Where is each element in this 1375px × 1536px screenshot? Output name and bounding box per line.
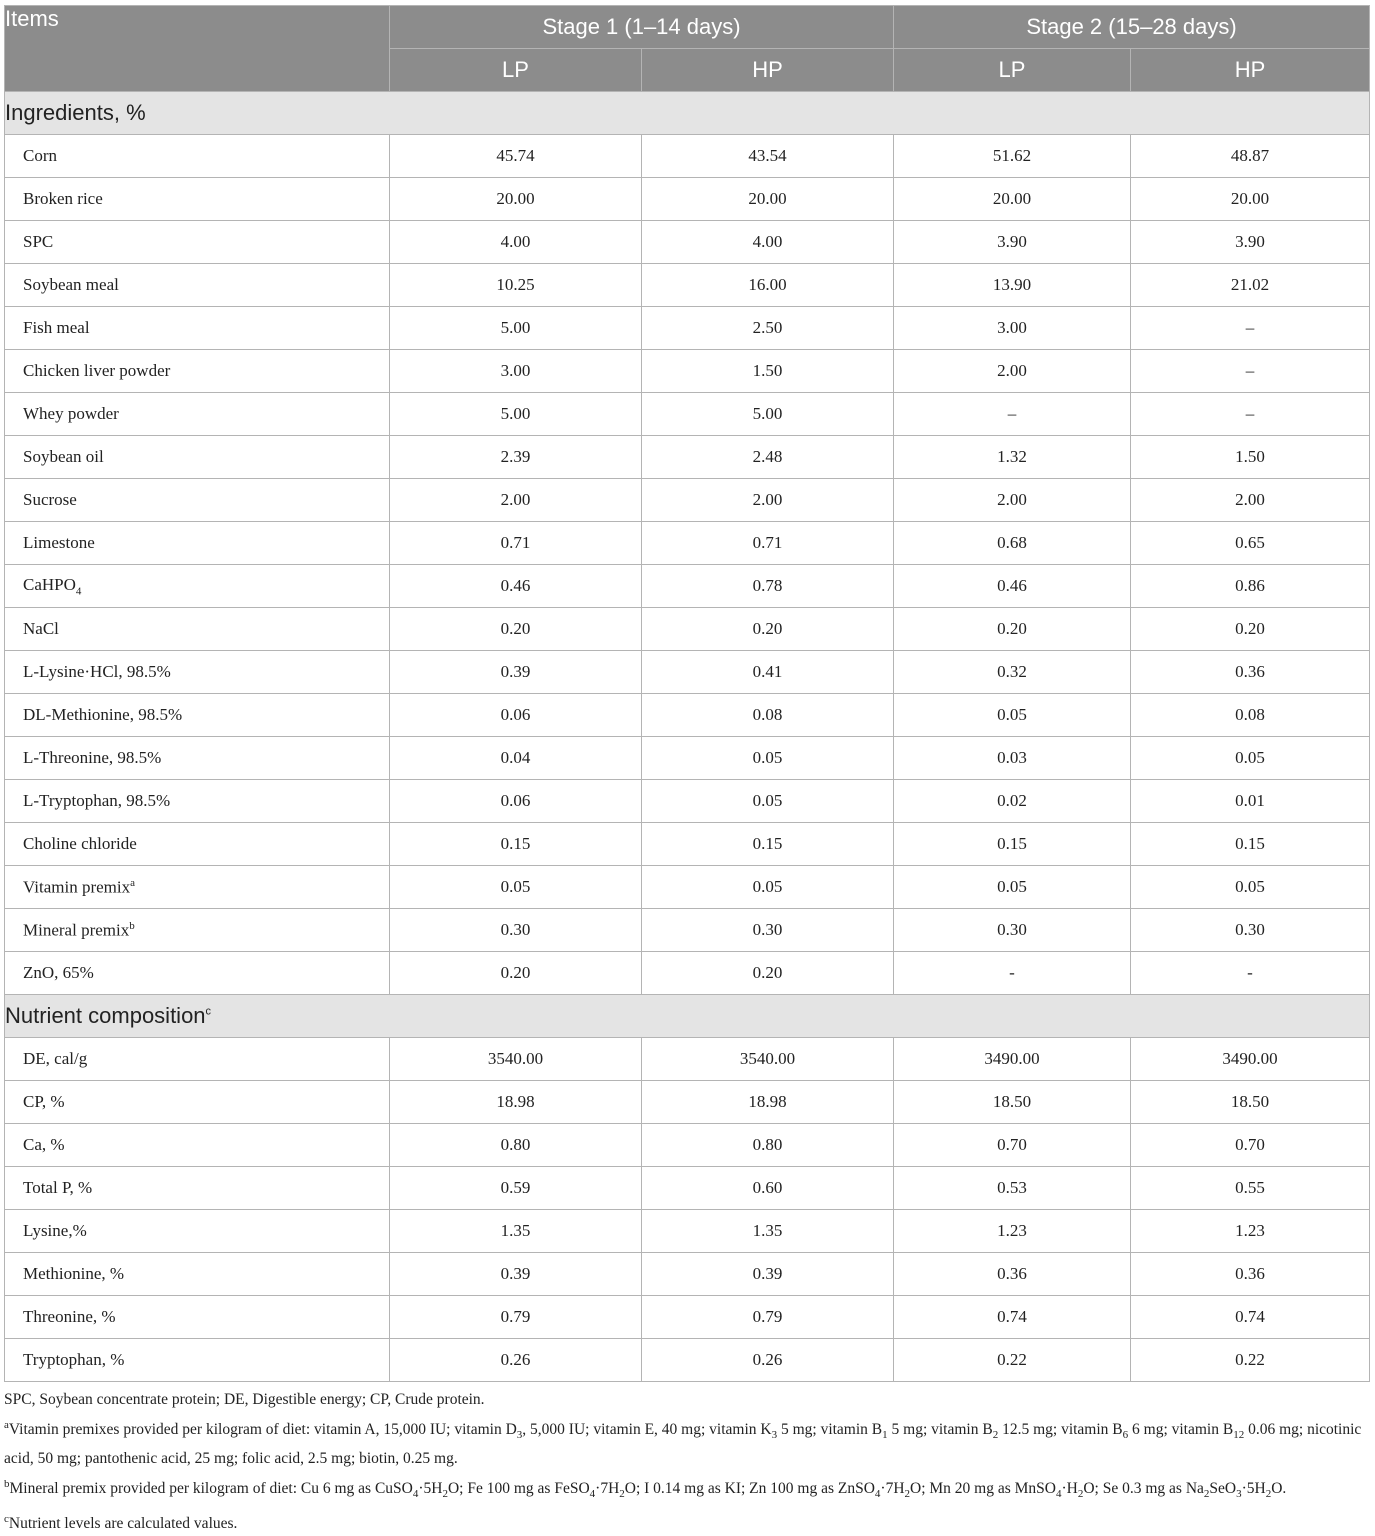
- table-cell: 0.15: [390, 823, 642, 866]
- table-cell: 5.00: [390, 307, 642, 350]
- table-cell: 0.22: [894, 1339, 1131, 1382]
- table-row: [5, 1081, 1370, 1124]
- table-cell: 0.30: [642, 909, 894, 952]
- stage2-hp-header: HP: [1131, 49, 1370, 92]
- table-cell: 0.36: [1131, 1253, 1370, 1296]
- table-cell: 3.00: [894, 307, 1131, 350]
- table-cell: 0.60: [642, 1167, 894, 1210]
- table-row: [5, 823, 1370, 866]
- table-row: [5, 393, 1370, 436]
- row-label: [5, 1124, 390, 1167]
- table-row: [5, 651, 1370, 694]
- table-cell: 0.70: [1131, 1124, 1370, 1167]
- table-cell: 0.79: [642, 1296, 894, 1339]
- row-label: [5, 608, 390, 651]
- footnote-a-text: Vitamin premixes provided per kilogram of diet: vitamin A, 15,000 IU; vitamin $D_3$, 5,000 IU; vitamin E, 40 mg; vitamin $K_3$ 5 mg; vitamin $B_1$ 5 mg; vitamin $B_2$ 12.5 mg; vitamin $B_6$ 6 mg; vitamin $B_{12}$ 0.06 mg; nicotinic acid, 50 mg; pantothenic acid, 25 mg; folic acid, 2.5 mg; biotin, 0.25 mg.: [4, 1420, 1362, 1468]
- table-cell: 5.00: [642, 393, 894, 436]
- table-row: [5, 221, 1370, 264]
- table-cell: 0.02: [894, 780, 1131, 823]
- table-cell: 0.05: [390, 866, 642, 909]
- table-cell: 0.20: [390, 952, 642, 995]
- table-cell: 0.79: [390, 1296, 642, 1339]
- table-row: [5, 135, 1370, 178]
- table-cell: 18.98: [642, 1081, 894, 1124]
- table-cell: 20.00: [642, 178, 894, 221]
- table-cell: 0.39: [642, 1253, 894, 1296]
- table-cell: 2.00: [1131, 479, 1370, 522]
- table-cell: 4.00: [642, 221, 894, 264]
- diet-composition-table-container: [4, 5, 1369, 1382]
- table-row: [5, 522, 1370, 565]
- table-cell: 1.35: [642, 1210, 894, 1253]
- row-label-text: Sucrose: [23, 490, 77, 509]
- row-label: [5, 393, 390, 436]
- table-cell: 0.08: [1131, 694, 1370, 737]
- table-cell: 0.70: [894, 1124, 1131, 1167]
- row-label: [5, 436, 390, 479]
- table-cell: 0.32: [894, 651, 1131, 694]
- table-cell: 0.03: [894, 737, 1131, 780]
- table-cell: 0.46: [390, 565, 642, 608]
- table-cell: 10.25: [390, 264, 642, 307]
- table-cell: 0.68: [894, 522, 1131, 565]
- row-label: [5, 307, 390, 350]
- table-cell: 0.36: [1131, 651, 1370, 694]
- row-label: [5, 178, 390, 221]
- table-cell: 3540.00: [642, 1038, 894, 1081]
- table-cell: 0.15: [1131, 823, 1370, 866]
- row-label: [5, 909, 390, 952]
- table-cell: –: [894, 393, 1131, 436]
- table-cell: 2.00: [894, 479, 1131, 522]
- table-row: [5, 866, 1370, 909]
- table-cell: 2.50: [642, 307, 894, 350]
- row-label-text: Mineral premix: [23, 920, 130, 940]
- row-label: [5, 1296, 390, 1339]
- row-label: [5, 737, 390, 780]
- diet-composition-table: [4, 5, 1370, 1382]
- table-cell: 0.59: [390, 1167, 642, 1210]
- table-cell: 3540.00: [390, 1038, 642, 1081]
- row-label-text: Methionine, %: [23, 1264, 125, 1283]
- table-row: [5, 608, 1370, 651]
- table-cell: 2.00: [390, 479, 642, 522]
- row-label: [5, 264, 390, 307]
- row-label-text: Total P, %: [23, 1178, 93, 1197]
- header-row-stages: [5, 6, 1370, 49]
- row-label-text: Fish meal: [23, 318, 90, 337]
- table-cell: 1.32: [894, 436, 1131, 479]
- table-cell: 20.00: [1131, 178, 1370, 221]
- table-cell: 0.22: [1131, 1339, 1370, 1382]
- table-cell: 1.23: [1131, 1210, 1370, 1253]
- table-cell: 51.62: [894, 135, 1131, 178]
- table-body: [5, 92, 1370, 1382]
- table-cell: –: [1131, 393, 1370, 436]
- table-cell: 0.08: [642, 694, 894, 737]
- footnote-b-text: Mineral premix provided per kilogram of diet: Cu 6 mg as $CuSO_4\cdot 5H_2O$; Fe 100 mg as $FeSO_4\cdot 7H_2O$; I 0.14 mg as KI; Zn 100 mg as $ZnSO_4\cdot 7H_2O$; Mn 20 mg as $MnSO_4\cdot H_2O$; Se 0.3 mg as $Na_2SeO_3\cdot 5H_2O$.: [9, 1479, 1287, 1500]
- row-label-text: Threonine, %: [23, 1307, 116, 1326]
- table-row: [5, 178, 1370, 221]
- table-row: [5, 737, 1370, 780]
- row-label-text: Soybean oil: [23, 447, 104, 466]
- table-cell: 0.20: [642, 608, 894, 651]
- table-cell: 3490.00: [1131, 1038, 1370, 1081]
- row-label-text: SPC: [23, 232, 54, 251]
- table-row: [5, 1339, 1370, 1382]
- row-label: [5, 1081, 390, 1124]
- row-label-text: CaHPO: [23, 574, 76, 594]
- table-row: [5, 1038, 1370, 1081]
- table-cell: 0.36: [894, 1253, 1131, 1296]
- table-cell: –: [1131, 307, 1370, 350]
- table-cell: 1.35: [390, 1210, 642, 1253]
- table-cell: 3490.00: [894, 1038, 1131, 1081]
- table-cell: 18.98: [390, 1081, 642, 1124]
- table-cell: 0.26: [642, 1339, 894, 1382]
- row-label-text: Soybean meal: [23, 275, 119, 294]
- row-label-text: Choline chloride: [23, 834, 137, 853]
- table-cell: 0.20: [1131, 608, 1370, 651]
- table-cell: 0.71: [642, 522, 894, 565]
- table-cell: 0.05: [642, 780, 894, 823]
- table-cell: -: [894, 952, 1131, 995]
- row-label-text: ZnO, 65%: [23, 963, 94, 982]
- ingredients-section-row: [5, 92, 1370, 135]
- stage1-header: Stage 1 (1–14 days): [390, 6, 894, 49]
- ingredients-section-label: Ingredients, %: [5, 92, 1370, 135]
- table-cell: 1.50: [642, 350, 894, 393]
- table-cell: 1.23: [894, 1210, 1131, 1253]
- table-row: [5, 436, 1370, 479]
- table-cell: 0.46: [894, 565, 1131, 608]
- row-label: [5, 1167, 390, 1210]
- table-row: [5, 264, 1370, 307]
- row-label: [5, 694, 390, 737]
- table-cell: 0.80: [390, 1124, 642, 1167]
- table-cell: 0.41: [642, 651, 894, 694]
- table-cell: 16.00: [642, 264, 894, 307]
- row-label-text: CP, %: [23, 1092, 65, 1111]
- table-row: [5, 1124, 1370, 1167]
- table-cell: 0.04: [390, 737, 642, 780]
- row-label-text: Chicken liver powder: [23, 361, 171, 380]
- table-cell: 0.39: [390, 1253, 642, 1296]
- table-cell: 0.15: [894, 823, 1131, 866]
- table-cell: 13.90: [894, 264, 1131, 307]
- table-cell: 0.30: [894, 909, 1131, 952]
- footnote-c-text: Nutrient levels are calculated values.: [8, 1514, 238, 1532]
- row-label: [5, 479, 390, 522]
- row-label: [5, 823, 390, 866]
- row-label-text: DL-Methionine, 98.5%: [23, 705, 183, 724]
- table-cell: 20.00: [390, 178, 642, 221]
- table-row: [5, 1253, 1370, 1296]
- table-cell: 2.00: [894, 350, 1131, 393]
- nutrient-section-label: [5, 995, 1370, 1038]
- table-cell: 0.74: [894, 1296, 1131, 1339]
- table-cell: 0.01: [1131, 780, 1370, 823]
- table-cell: 0.06: [390, 780, 642, 823]
- table-cell: 0.05: [894, 866, 1131, 909]
- table-cell: 0.80: [642, 1124, 894, 1167]
- row-label-text: Whey powder: [23, 404, 119, 423]
- stage1-hp-header: HP: [642, 49, 894, 92]
- row-label-text: Lysine,%: [23, 1221, 87, 1240]
- table-cell: 0.05: [642, 866, 894, 909]
- table-cell: 0.55: [1131, 1167, 1370, 1210]
- row-label: [5, 522, 390, 565]
- row-label: [5, 952, 390, 995]
- table-cell: 0.05: [642, 737, 894, 780]
- table-row: [5, 909, 1370, 952]
- row-label: [5, 1038, 390, 1081]
- footnote-c-mark: c: [4, 1512, 9, 1525]
- row-label-text: Vitamin premix: [23, 877, 131, 897]
- row-label-subscript: 4: [75, 585, 82, 598]
- table-row: [5, 479, 1370, 522]
- row-label-text: L-Threonine, 98.5%: [23, 748, 162, 767]
- table-cell: 0.26: [390, 1339, 642, 1382]
- table-row: [5, 694, 1370, 737]
- row-label-text: Broken rice: [23, 189, 103, 208]
- table-cell: 2.39: [390, 436, 642, 479]
- row-label: [5, 780, 390, 823]
- table-cell: 4.00: [390, 221, 642, 264]
- table-cell: 0.20: [390, 608, 642, 651]
- table-cell: 1.50: [1131, 436, 1370, 479]
- table-cell: 3.90: [1131, 221, 1370, 264]
- table-row: [5, 1296, 1370, 1339]
- footnote-a-mark: a: [4, 1418, 9, 1431]
- row-label: [5, 565, 390, 608]
- table-cell: 0.20: [894, 608, 1131, 651]
- nutrient-section-text: Nutrient composition: [5, 1003, 206, 1028]
- table-row: [5, 780, 1370, 823]
- table-cell: -: [1131, 952, 1370, 995]
- row-label-text: Ca, %: [23, 1135, 65, 1154]
- table-cell: 3.00: [390, 350, 642, 393]
- row-label-text: L-Tryptophan, 98.5%: [23, 791, 171, 810]
- table-cell: 3.90: [894, 221, 1131, 264]
- table-row: [5, 350, 1370, 393]
- row-label: [5, 1210, 390, 1253]
- footnote-a: [4, 1413, 1369, 1472]
- row-label: [5, 350, 390, 393]
- table-cell: 0.65: [1131, 522, 1370, 565]
- table-cell: 0.05: [894, 694, 1131, 737]
- row-label: [5, 1339, 390, 1382]
- footnote-abbreviations: SPC, Soybean concentrate protein; DE, Digestible energy; CP, Crude protein.: [4, 1391, 485, 1408]
- nutrient-section-footnote-mark: c: [205, 1005, 212, 1018]
- row-label: [5, 651, 390, 694]
- table-cell: 20.00: [894, 178, 1131, 221]
- table-cell: 45.74: [390, 135, 642, 178]
- table-cell: 0.05: [1131, 737, 1370, 780]
- row-label: [5, 866, 390, 909]
- table-cell: 0.20: [642, 952, 894, 995]
- table-row: [5, 1167, 1370, 1210]
- table-cell: 21.02: [1131, 264, 1370, 307]
- row-label-footnote-mark: a: [130, 876, 135, 889]
- row-label-text: Limestone: [23, 533, 95, 552]
- stage1-lp-header: LP: [390, 49, 642, 92]
- row-label-text: NaCl: [23, 619, 59, 638]
- row-label-text: DE, cal/g: [23, 1049, 88, 1068]
- table-row: [5, 952, 1370, 995]
- table-cell: 18.50: [1131, 1081, 1370, 1124]
- table-cell: 0.05: [1131, 866, 1370, 909]
- table-cell: 48.87: [1131, 135, 1370, 178]
- table-cell: 0.74: [1131, 1296, 1370, 1339]
- table-cell: 0.06: [390, 694, 642, 737]
- row-label-footnote-mark: b: [129, 919, 135, 932]
- row-label-text: L-Lysine·HCl, 98.5%: [23, 662, 171, 681]
- table-cell: 2.00: [642, 479, 894, 522]
- footnote-b-mark: b: [4, 1477, 10, 1490]
- table-cell: 0.86: [1131, 565, 1370, 608]
- row-label-text: Tryptophan, %: [23, 1350, 125, 1369]
- table-cell: 0.30: [390, 909, 642, 952]
- table-row: [5, 565, 1370, 608]
- table-cell: 18.50: [894, 1081, 1131, 1124]
- footnote-c: [4, 1507, 1369, 1536]
- table-cell: 0.71: [390, 522, 642, 565]
- table-cell: 0.30: [1131, 909, 1370, 952]
- table-cell: 0.78: [642, 565, 894, 608]
- row-label: [5, 135, 390, 178]
- row-label: [5, 1253, 390, 1296]
- table-cell: 43.54: [642, 135, 894, 178]
- table-cell: 0.39: [390, 651, 642, 694]
- row-label-text: Corn: [23, 146, 57, 165]
- stage2-lp-header: LP: [894, 49, 1131, 92]
- table-cell: 0.53: [894, 1167, 1131, 1210]
- table-cell: –: [1131, 350, 1370, 393]
- items-header: Items: [5, 6, 390, 92]
- table-row: [5, 307, 1370, 350]
- stage2-header: Stage 2 (15–28 days): [894, 6, 1370, 49]
- footnote-b: [4, 1472, 1369, 1507]
- table-cell: 5.00: [390, 393, 642, 436]
- nutrient-section-row: [5, 995, 1370, 1038]
- table-footnotes: [4, 1388, 1369, 1536]
- table-cell: 0.15: [642, 823, 894, 866]
- table-row: [5, 1210, 1370, 1253]
- row-label: [5, 221, 390, 264]
- table-cell: 2.48: [642, 436, 894, 479]
